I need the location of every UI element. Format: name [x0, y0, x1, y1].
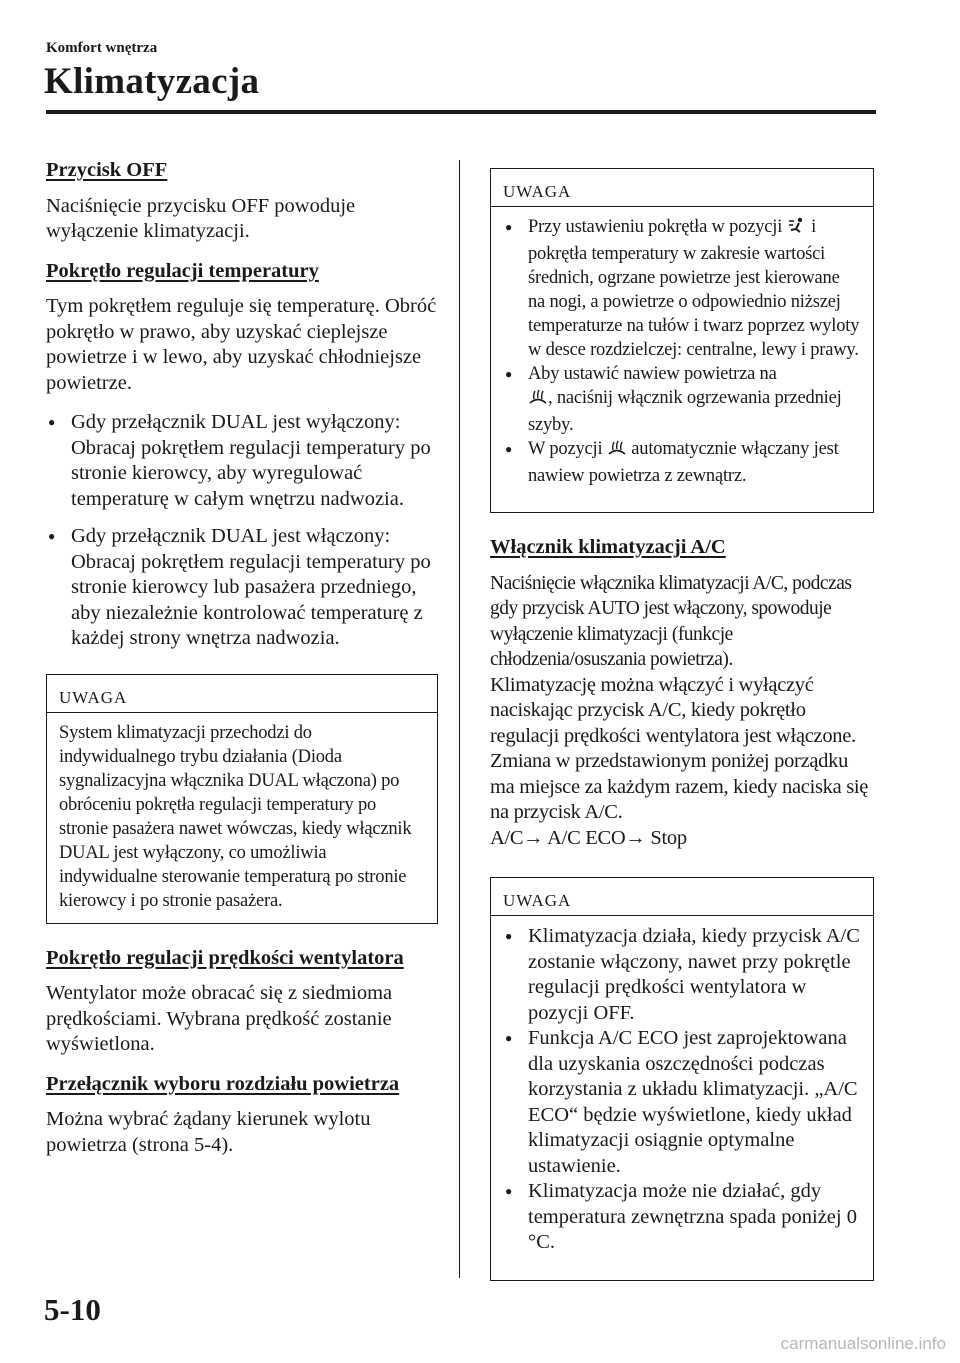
note-label: UWAGA [491, 169, 873, 207]
column-divider [459, 160, 460, 1278]
page-title: Klimatyzacja [44, 61, 260, 102]
bullet-dual-off: ● Gdy przełącznik DUAL jest wyłączony: Obracaj pokrętłem regulacji temperatury po stronie kierowcy, aby wyregulować temperaturę w całym wnętrzu nadwozia. [46, 410, 438, 512]
note-modes-bullets [503, 215, 861, 488]
note-box-ac [490, 877, 874, 1281]
bullet-ac-eco: ● Funkcja A/C ECO jest zaprojektowana dla uzyskania oszczędności podczas korzystania z układu klimatyzacji. „A/C ECO“ będzie wyświetlone, kiedy układ klimatyzacji osiągnie optymalne ustawienie. [503, 1026, 861, 1179]
defroster-icon [528, 388, 548, 413]
defroster-icon [607, 439, 627, 464]
heading-temperature-dial: Pokrętło regulacji temperatury [46, 259, 319, 282]
heading-mode-selector: Przełącznik wyboru rozdziału powietrza [46, 1072, 400, 1095]
watermark: carmanualsonline.info [780, 1334, 946, 1353]
note-text-dual: System klimatyzacji przechodzi do indywidualnego trybu działania (Dioda sygnalizacyjna włącznika DUAL włączona) po obróceniu pokrętła regulacji temperatury po stronie pasażera nawet wówczas, kiedy włącznik DUAL jest wyłączony, co umożliwia indywidualne sterowanie temperaturą po stronie kierowcy i po stronie pasażera. [59, 722, 412, 911]
left-column [46, 158, 438, 1172]
text-ac-switch: Naciśnięcie włącznika klimatyzacji A/C, podczas gdy przycisk AUTO jest włączony, spowoduje wyłączenie klimatyzacji (funkcje chłodzenia/osuszania powietrza). Klimatyzację można włączyć i wyłączyć naciskając przycisk A/C, kiedy pokrętło regulacji prędkości wentylatora jest włączone. Zmiana w przedstawionym poniżej porządku ma miejsce za każdym razem, kiedy naciska się na przycisk A/C. A/C→ A/C ECO→ Stop [490, 571, 874, 852]
heading-ac-switch: Włącznik klimatyzacji A/C [490, 536, 726, 558]
bullet-bilevel: ● Przy ustawieniu pokrętła w pozycji i pokrętła temperatury w zakresie wartości średnich, ogrzane powietrze jest kierowane na nogi, a powietrze o odpowiednio niższej temperaturze na tułów i twarz poprzez wyloty w desce rozdzielczej: centralne, lewy i prawy. [503, 215, 861, 362]
bullet-defrost: ● Aby ustawić nawiew powietrza na , naciśnij włącznik ogrzewania przedniej szyby. [503, 362, 861, 437]
note-box-modes [490, 168, 874, 513]
text-mode-selector: Można wybrać żądany kierunek wylotu powietrza (strona 5-4). [46, 1108, 371, 1156]
title-rule [46, 110, 876, 114]
text-fan-dial: Wentylator może obracać się z siedmioma prędkościami. Wybrana prędkość zostanie wyświetlona. [46, 982, 393, 1055]
note-label: UWAGA [47, 675, 437, 713]
bullet-ac-fan-off: ● Klimatyzacja działa, kiedy przycisk A/C zostanie włączony, nawet przy pokrętle regulacji prędkości wentylatora w pozycji OFF. [503, 924, 861, 1026]
temperature-bullet-list [46, 410, 438, 652]
right-column [490, 160, 874, 1281]
heading-fan-dial: Pokrętło regulacji prędkości wentylatora [46, 946, 404, 969]
note-box-dual [46, 674, 438, 924]
bullet-fresh-air: ● W pozycji automatycznie włączany jest nawiew powietrza z zewnątrz. [503, 437, 861, 488]
page-number: 5-10 [44, 1292, 101, 1327]
note-ac-bullets [503, 924, 861, 1256]
bullet-dual-on: ● Gdy przełącznik DUAL jest włączony: Obracaj pokrętłem regulacji temperatury po stronie kierowcy lub pasażera przedniego, aby niezależnie kontrolować temperaturę z każdej strony wnętrza nadwozia. [46, 524, 438, 652]
bullet-ac-low-temp: ● Klimatyzacja może nie działać, gdy temperatura zewnętrzna spada poniżej 0 °C. [503, 1179, 861, 1256]
heading-off-button: Przycisk OFF [46, 159, 168, 181]
ac-sequence: A/C→ A/C ECO→ Stop [490, 826, 687, 849]
note-label: UWAGA [491, 878, 873, 916]
text-off-button: Naciśnięcie przycisku OFF powoduje wyłączenie klimatyzacji. [46, 194, 356, 242]
bilevel-mode-icon [787, 217, 807, 242]
text-temperature-dial: Tym pokrętłem reguluje się temperaturę. Obróć pokrętło w prawo, aby uzyskać cieplejsze powietrze i w lewo, aby uzyskać chłodniejsze powietrze. [46, 295, 437, 394]
section-label: Komfort wnętrza [46, 40, 158, 56]
